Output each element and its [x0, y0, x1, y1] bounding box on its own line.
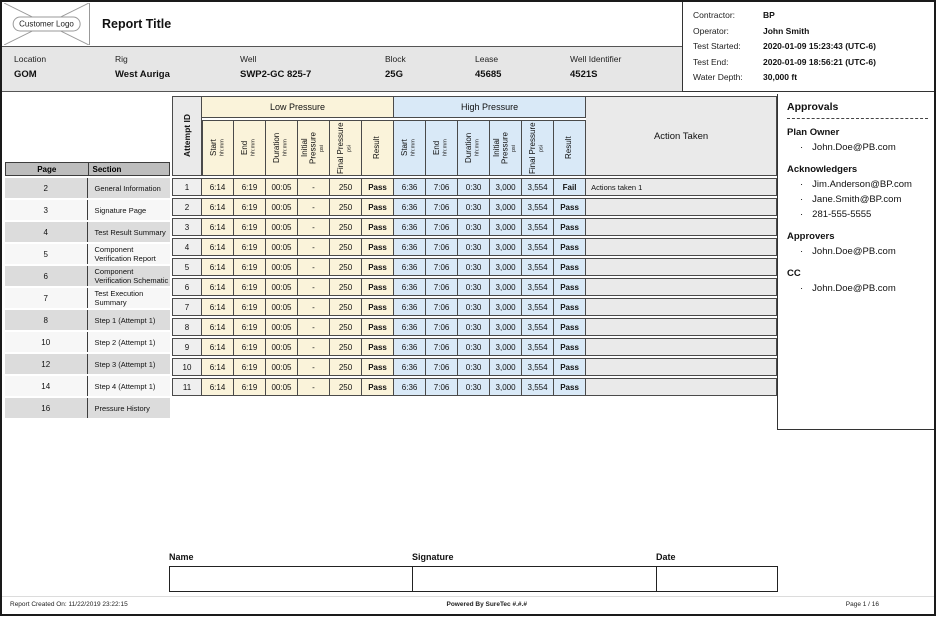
footer-divider — [2, 596, 934, 597]
high-result-cell: Pass — [554, 318, 586, 336]
high-start-cell: 6:36 — [394, 358, 426, 376]
well-meta-value: SWP2-GC 825-7 — [240, 69, 312, 80]
toc-row — [5, 310, 170, 330]
high-end-cell: 7:06 — [426, 198, 458, 216]
signature-label-signature: Signature — [412, 552, 454, 562]
approvals-item-list — [787, 281, 928, 296]
pressure-test-table-wrap — [172, 94, 777, 398]
toc-row — [5, 200, 170, 220]
low-final-pressure-cell: 250 — [330, 378, 362, 396]
low-end-cell: 6:19 — [234, 278, 266, 296]
low-end-cell: 6:19 — [234, 218, 266, 236]
high-final-pressure-cell: 3,554 — [522, 358, 554, 376]
low-end-cell: 6:19 — [234, 318, 266, 336]
approvals-item-list — [787, 140, 928, 155]
high-end-cell: 7:06 — [426, 318, 458, 336]
well-meta-label: Rig — [115, 54, 128, 64]
well-meta-value: GOM — [14, 69, 37, 80]
toc-row — [5, 222, 170, 242]
low-result-cell: Pass — [362, 278, 394, 296]
attempt-id-cell: 10 — [172, 358, 202, 376]
signature-fields-row — [169, 566, 778, 592]
attempt-id-cell: 2 — [172, 198, 202, 216]
high-duration-cell: 0:30 — [458, 198, 490, 216]
high-initial-pressure-cell: 3,000 — [490, 278, 522, 296]
low-end-cell: 6:19 — [234, 358, 266, 376]
high-result-cell: Pass — [554, 358, 586, 376]
well-meta-value: 4521S — [570, 69, 598, 80]
low-duration-cell: 00:05 — [266, 218, 298, 236]
contractor-info-value: 30,000 ft — [763, 72, 798, 82]
high-initial-pressure-cell: 3,000 — [490, 178, 522, 196]
high-pressure-col-header-result: Result — [554, 120, 586, 176]
high-duration-cell: 0:30 — [458, 218, 490, 236]
well-meta-value: West Auriga — [115, 69, 170, 80]
high-initial-pressure-cell: 3,000 — [490, 258, 522, 276]
low-start-cell: 6:14 — [202, 178, 234, 196]
toc-section-name: Step 2 (Attempt 1) — [88, 332, 171, 352]
signature-field-name — [170, 567, 413, 591]
approval-item: · John.Doe@PB.com — [800, 244, 928, 259]
action-taken-cell — [586, 378, 777, 396]
low-result-cell: Pass — [362, 298, 394, 316]
low-result-cell: Pass — [362, 198, 394, 216]
low-result-cell: Pass — [362, 318, 394, 336]
low-initial-pressure-cell: - — [298, 198, 330, 216]
well-meta-label: Block — [385, 54, 406, 64]
contractor-info-label: Water Depth: — [693, 72, 743, 82]
high-duration-cell: 0:30 — [458, 178, 490, 196]
low-duration-cell: 00:05 — [266, 378, 298, 396]
high-duration-cell: 0:30 — [458, 318, 490, 336]
toc-page-number: 6 — [5, 266, 88, 286]
low-initial-pressure-cell: - — [298, 238, 330, 256]
toc-page-number: 7 — [5, 288, 88, 308]
low-pressure-col-header-duration: Duration hh:mm — [266, 120, 298, 176]
low-final-pressure-cell: 250 — [330, 298, 362, 316]
high-result-cell: Pass — [554, 258, 586, 276]
low-duration-cell: 00:05 — [266, 338, 298, 356]
high-start-cell: 6:36 — [394, 318, 426, 336]
well-meta-item — [385, 54, 475, 91]
low-initial-pressure-cell: - — [298, 298, 330, 316]
high-result-cell: Pass — [554, 298, 586, 316]
contractor-info-row — [693, 39, 926, 55]
toc-section-name: Test Execution Summary — [88, 288, 171, 308]
high-pressure-col-header-final-pressure: Final Pressure psi — [522, 120, 554, 176]
low-final-pressure-cell: 250 — [330, 178, 362, 196]
approvals-section-title: Plan Owner — [787, 127, 840, 138]
toc-section-name: Component Verification Report — [88, 244, 171, 264]
approvals-section-title: Approvers — [787, 231, 835, 242]
low-final-pressure-cell: 250 — [330, 318, 362, 336]
low-pressure-col-header-end: End hh:mm — [234, 120, 266, 176]
attempt-id-cell: 8 — [172, 318, 202, 336]
contractor-info-row — [693, 70, 926, 86]
attempt-row — [172, 278, 777, 296]
approval-item: · John.Doe@PB.com — [800, 281, 928, 296]
toc-section-name: Signature Page — [88, 200, 171, 220]
high-pressure-col-header-initial-pressure: Initial Pressure psi — [490, 120, 522, 176]
attempt-row — [172, 318, 777, 336]
toc-page-number: 3 — [5, 200, 88, 220]
approvals-title: Approvals — [787, 101, 839, 113]
low-end-cell: 6:19 — [234, 198, 266, 216]
page-indicator: Page 1 / 16 — [845, 601, 879, 608]
high-initial-pressure-cell: 3,000 — [490, 298, 522, 316]
high-start-cell: 6:36 — [394, 178, 426, 196]
contractor-info-value: 2020-01-09 15:23:43 (UTC-6) — [763, 41, 876, 51]
low-start-cell: 6:14 — [202, 298, 234, 316]
high-result-cell: Pass — [554, 278, 586, 296]
action-taken-cell — [586, 318, 777, 336]
high-start-cell: 6:36 — [394, 338, 426, 356]
toc-row — [5, 398, 170, 418]
attempt-id-cell: 9 — [172, 338, 202, 356]
low-final-pressure-cell: 250 — [330, 218, 362, 236]
high-start-cell: 6:36 — [394, 258, 426, 276]
high-result-cell: Fail — [554, 178, 586, 196]
high-initial-pressure-cell: 3,000 — [490, 338, 522, 356]
high-final-pressure-cell: 3,554 — [522, 378, 554, 396]
contractor-info-row — [693, 24, 926, 40]
action-taken-cell — [586, 258, 777, 276]
approval-item: · 281-555-5555 — [800, 207, 928, 222]
high-end-cell: 7:06 — [426, 258, 458, 276]
attempt-id-cell: 7 — [172, 298, 202, 316]
low-result-cell: Pass — [362, 378, 394, 396]
approvals-item-list — [787, 244, 928, 259]
high-final-pressure-cell: 3,554 — [522, 238, 554, 256]
toc-section-name: Pressure History — [88, 398, 171, 418]
low-start-cell: 6:14 — [202, 358, 234, 376]
approvals-section-title: CC — [787, 268, 801, 279]
approvals-panel — [777, 94, 936, 430]
customer-logo-label: Customer Logo — [12, 17, 81, 32]
low-duration-cell: 00:05 — [266, 278, 298, 296]
well-meta-label: Location — [14, 54, 47, 64]
toc-page-number: 5 — [5, 244, 88, 264]
high-end-cell: 7:06 — [426, 378, 458, 396]
group-header-row — [172, 96, 777, 118]
attempt-id-cell: 6 — [172, 278, 202, 296]
low-result-cell: Pass — [362, 258, 394, 276]
contractor-info-row — [693, 8, 926, 24]
action-taken-cell — [586, 218, 777, 236]
well-meta-item — [115, 54, 240, 91]
low-end-cell: 6:19 — [234, 338, 266, 356]
low-result-cell: Pass — [362, 178, 394, 196]
pressure-test-table — [172, 94, 777, 398]
attempt-row — [172, 258, 777, 276]
footer — [2, 601, 934, 608]
low-result-cell: Pass — [362, 218, 394, 236]
contractor-info-row — [693, 55, 926, 71]
approvals-section — [787, 164, 928, 222]
low-pressure-col-header-final-pressure: Final Pressure psi — [330, 120, 362, 176]
high-result-cell: Pass — [554, 218, 586, 236]
approval-item: · Jane.Smith@BP.com — [800, 192, 928, 207]
toc-row — [5, 244, 170, 264]
toc-header-page: Page — [5, 162, 88, 176]
low-pressure-col-header-start: Start hh:mm — [202, 120, 234, 176]
low-duration-cell: 00:05 — [266, 238, 298, 256]
approvals-section-title: Acknowledgers — [787, 164, 858, 175]
signature-label-date: Date — [656, 552, 676, 562]
contractor-info-value: 2020-01-09 18:56:21 (UTC-6) — [763, 56, 876, 67]
high-start-cell: 6:36 — [394, 198, 426, 216]
low-end-cell: 6:19 — [234, 298, 266, 316]
page-title: Report Title — [102, 17, 172, 31]
action-taken-cell — [586, 358, 777, 376]
action-taken-cell — [586, 338, 777, 356]
high-final-pressure-cell: 3,554 — [522, 218, 554, 236]
low-initial-pressure-cell: - — [298, 338, 330, 356]
high-start-cell: 6:36 — [394, 218, 426, 236]
signature-field-date — [657, 567, 777, 591]
high-pressure-group-header: High Pressure — [394, 96, 586, 118]
action-taken-header: Action Taken — [586, 96, 777, 176]
low-start-cell: 6:14 — [202, 238, 234, 256]
low-start-cell: 6:14 — [202, 218, 234, 236]
high-result-cell: Pass — [554, 378, 586, 396]
approvals-section — [787, 231, 928, 259]
toc-section-name: Component Verification Schematic — [88, 266, 171, 286]
signature-labels-row — [169, 552, 778, 562]
toc-header-row — [5, 162, 170, 176]
high-final-pressure-cell: 3,554 — [522, 258, 554, 276]
high-result-cell: Pass — [554, 198, 586, 216]
toc-table — [5, 160, 170, 420]
high-duration-cell: 0:30 — [458, 278, 490, 296]
low-duration-cell: 00:05 — [266, 258, 298, 276]
high-start-cell: 6:36 — [394, 378, 426, 396]
customer-logo-placeholder — [4, 3, 90, 45]
low-end-cell: 6:19 — [234, 238, 266, 256]
high-end-cell: 7:06 — [426, 278, 458, 296]
high-initial-pressure-cell: 3,000 — [490, 358, 522, 376]
low-initial-pressure-cell: - — [298, 358, 330, 376]
high-end-cell: 7:06 — [426, 338, 458, 356]
approval-item: · John.Doe@PB.com — [800, 140, 928, 155]
well-meta-item — [475, 54, 570, 91]
attempt-id-cell: 4 — [172, 238, 202, 256]
attempt-row — [172, 358, 777, 376]
toc-page-number: 2 — [5, 178, 88, 198]
high-start-cell: 6:36 — [394, 238, 426, 256]
high-duration-cell: 0:30 — [458, 238, 490, 256]
low-initial-pressure-cell: - — [298, 278, 330, 296]
high-initial-pressure-cell: 3,000 — [490, 318, 522, 336]
contractor-info-label: Test Started: — [693, 41, 741, 51]
low-final-pressure-cell: 250 — [330, 198, 362, 216]
approvals-section — [787, 268, 928, 296]
approvals-divider — [787, 118, 928, 119]
low-pressure-col-header-initial-pressure: Initial Pressure psi — [298, 120, 330, 176]
attempt-row — [172, 238, 777, 256]
low-duration-cell: 00:05 — [266, 298, 298, 316]
toc-page-number: 16 — [5, 398, 88, 418]
toc-row — [5, 354, 170, 374]
contractor-info-rows — [693, 8, 926, 86]
attempt-id-cell: 3 — [172, 218, 202, 236]
low-final-pressure-cell: 250 — [330, 358, 362, 376]
well-meta-item — [14, 54, 115, 91]
approvals-section — [787, 127, 928, 155]
low-pressure-group-header: Low Pressure — [202, 96, 394, 118]
powered-by: Powered By SureTec #.#.# — [446, 601, 527, 608]
attempt-row — [172, 178, 777, 196]
contractor-info-value: BP — [763, 10, 775, 20]
high-duration-cell: 0:30 — [458, 378, 490, 396]
toc-section-name: Step 4 (Attempt 1) — [88, 376, 171, 396]
well-meta-value: 25G — [385, 69, 403, 80]
well-meta-label: Well Identifier — [570, 54, 622, 64]
high-duration-cell: 0:30 — [458, 338, 490, 356]
action-taken-cell: Actions taken 1 — [586, 178, 777, 196]
attempt-row — [172, 378, 777, 396]
low-duration-cell: 00:05 — [266, 178, 298, 196]
toc-section-name: Step 1 (Attempt 1) — [88, 310, 171, 330]
attempt-row — [172, 218, 777, 236]
low-initial-pressure-cell: - — [298, 178, 330, 196]
attempt-row — [172, 298, 777, 316]
high-initial-pressure-cell: 3,000 — [490, 378, 522, 396]
high-initial-pressure-cell: 3,000 — [490, 238, 522, 256]
high-final-pressure-cell: 3,554 — [522, 198, 554, 216]
high-initial-pressure-cell: 3,000 — [490, 198, 522, 216]
signature-field-signature — [413, 567, 657, 591]
low-start-cell: 6:14 — [202, 258, 234, 276]
contractor-info-label: Operator: — [693, 25, 729, 36]
toc-row — [5, 288, 170, 308]
toc-page-number: 12 — [5, 354, 88, 374]
well-meta-label: Lease — [475, 54, 499, 64]
high-final-pressure-cell: 3,554 — [522, 338, 554, 356]
high-final-pressure-cell: 3,554 — [522, 178, 554, 196]
low-duration-cell: 00:05 — [266, 318, 298, 336]
contractor-info-value: John Smith — [763, 25, 810, 36]
low-result-cell: Pass — [362, 338, 394, 356]
well-meta-item — [240, 54, 385, 91]
contractor-info-panel — [682, 2, 934, 92]
low-result-cell: Pass — [362, 238, 394, 256]
high-initial-pressure-cell: 3,000 — [490, 218, 522, 236]
signature-label-name: Name — [169, 552, 194, 562]
contractor-info-label: Test End: — [693, 56, 729, 67]
approvals-item-list — [787, 177, 928, 222]
toc-row — [5, 376, 170, 396]
low-result-cell: Pass — [362, 358, 394, 376]
toc-row — [5, 332, 170, 352]
toc-section-name: General Information — [88, 178, 171, 198]
toc-page-number: 8 — [5, 310, 88, 330]
low-end-cell: 6:19 — [234, 178, 266, 196]
low-end-cell: 6:19 — [234, 378, 266, 396]
high-final-pressure-cell: 3,554 — [522, 298, 554, 316]
report-created-on: Report Created On: 11/22/2019 23:22:15 — [10, 601, 128, 608]
low-start-cell: 6:14 — [202, 278, 234, 296]
toc-header-section: Section — [88, 162, 171, 176]
toc-row — [5, 266, 170, 286]
attempt-row — [172, 338, 777, 356]
high-pressure-col-header-end: End hh:mm — [426, 120, 458, 176]
toc-section-name: Test Result Summary — [88, 222, 171, 242]
low-start-cell: 6:14 — [202, 338, 234, 356]
high-duration-cell: 0:30 — [458, 298, 490, 316]
high-result-cell: Pass — [554, 338, 586, 356]
high-end-cell: 7:06 — [426, 218, 458, 236]
low-duration-cell: 00:05 — [266, 198, 298, 216]
approvals-sections — [787, 127, 928, 296]
low-initial-pressure-cell: - — [298, 218, 330, 236]
low-start-cell: 6:14 — [202, 198, 234, 216]
low-duration-cell: 00:05 — [266, 358, 298, 376]
high-end-cell: 7:06 — [426, 238, 458, 256]
toc-page-number: 14 — [5, 376, 88, 396]
low-initial-pressure-cell: - — [298, 318, 330, 336]
high-end-cell: 7:06 — [426, 178, 458, 196]
high-end-cell: 7:06 — [426, 358, 458, 376]
high-pressure-col-header-duration: Duration hh:mm — [458, 120, 490, 176]
attempt-id-cell: 5 — [172, 258, 202, 276]
action-taken-cell — [586, 278, 777, 296]
high-start-cell: 6:36 — [394, 298, 426, 316]
high-end-cell: 7:06 — [426, 298, 458, 316]
low-final-pressure-cell: 250 — [330, 278, 362, 296]
contractor-info-label: Contractor: — [693, 10, 736, 20]
action-taken-cell — [586, 238, 777, 256]
high-pressure-col-header-start: Start hh:mm — [394, 120, 426, 176]
attempt-id-header-label: Attempt ID — [181, 114, 192, 158]
low-initial-pressure-cell: - — [298, 378, 330, 396]
low-initial-pressure-cell: - — [298, 258, 330, 276]
high-duration-cell: 0:30 — [458, 258, 490, 276]
action-taken-cell — [586, 298, 777, 316]
attempt-id-cell: 11 — [172, 378, 202, 396]
action-taken-cell — [586, 198, 777, 216]
low-final-pressure-cell: 250 — [330, 258, 362, 276]
low-end-cell: 6:19 — [234, 258, 266, 276]
low-pressure-col-header-result: Result — [362, 120, 394, 176]
toc-page-number: 4 — [5, 222, 88, 242]
low-start-cell: 6:14 — [202, 378, 234, 396]
attempt-row — [172, 198, 777, 216]
high-final-pressure-cell: 3,554 — [522, 278, 554, 296]
high-duration-cell: 0:30 — [458, 358, 490, 376]
high-result-cell: Pass — [554, 238, 586, 256]
toc-page-number: 10 — [5, 332, 88, 352]
approval-item: · Jim.Anderson@BP.com — [800, 177, 928, 192]
low-final-pressure-cell: 250 — [330, 238, 362, 256]
low-final-pressure-cell: 250 — [330, 338, 362, 356]
well-meta-value: 45685 — [475, 69, 502, 80]
high-start-cell: 6:36 — [394, 278, 426, 296]
toc-row — [5, 178, 170, 198]
high-final-pressure-cell: 3,554 — [522, 318, 554, 336]
toc-section-name: Step 3 (Attempt 1) — [88, 354, 171, 374]
well-meta-label: Well — [240, 54, 257, 64]
well-meta-item — [570, 54, 680, 91]
well-meta-band — [2, 46, 688, 92]
attempt-id-cell: 1 — [172, 178, 202, 196]
low-start-cell: 6:14 — [202, 318, 234, 336]
attempt-id-header — [172, 96, 202, 176]
